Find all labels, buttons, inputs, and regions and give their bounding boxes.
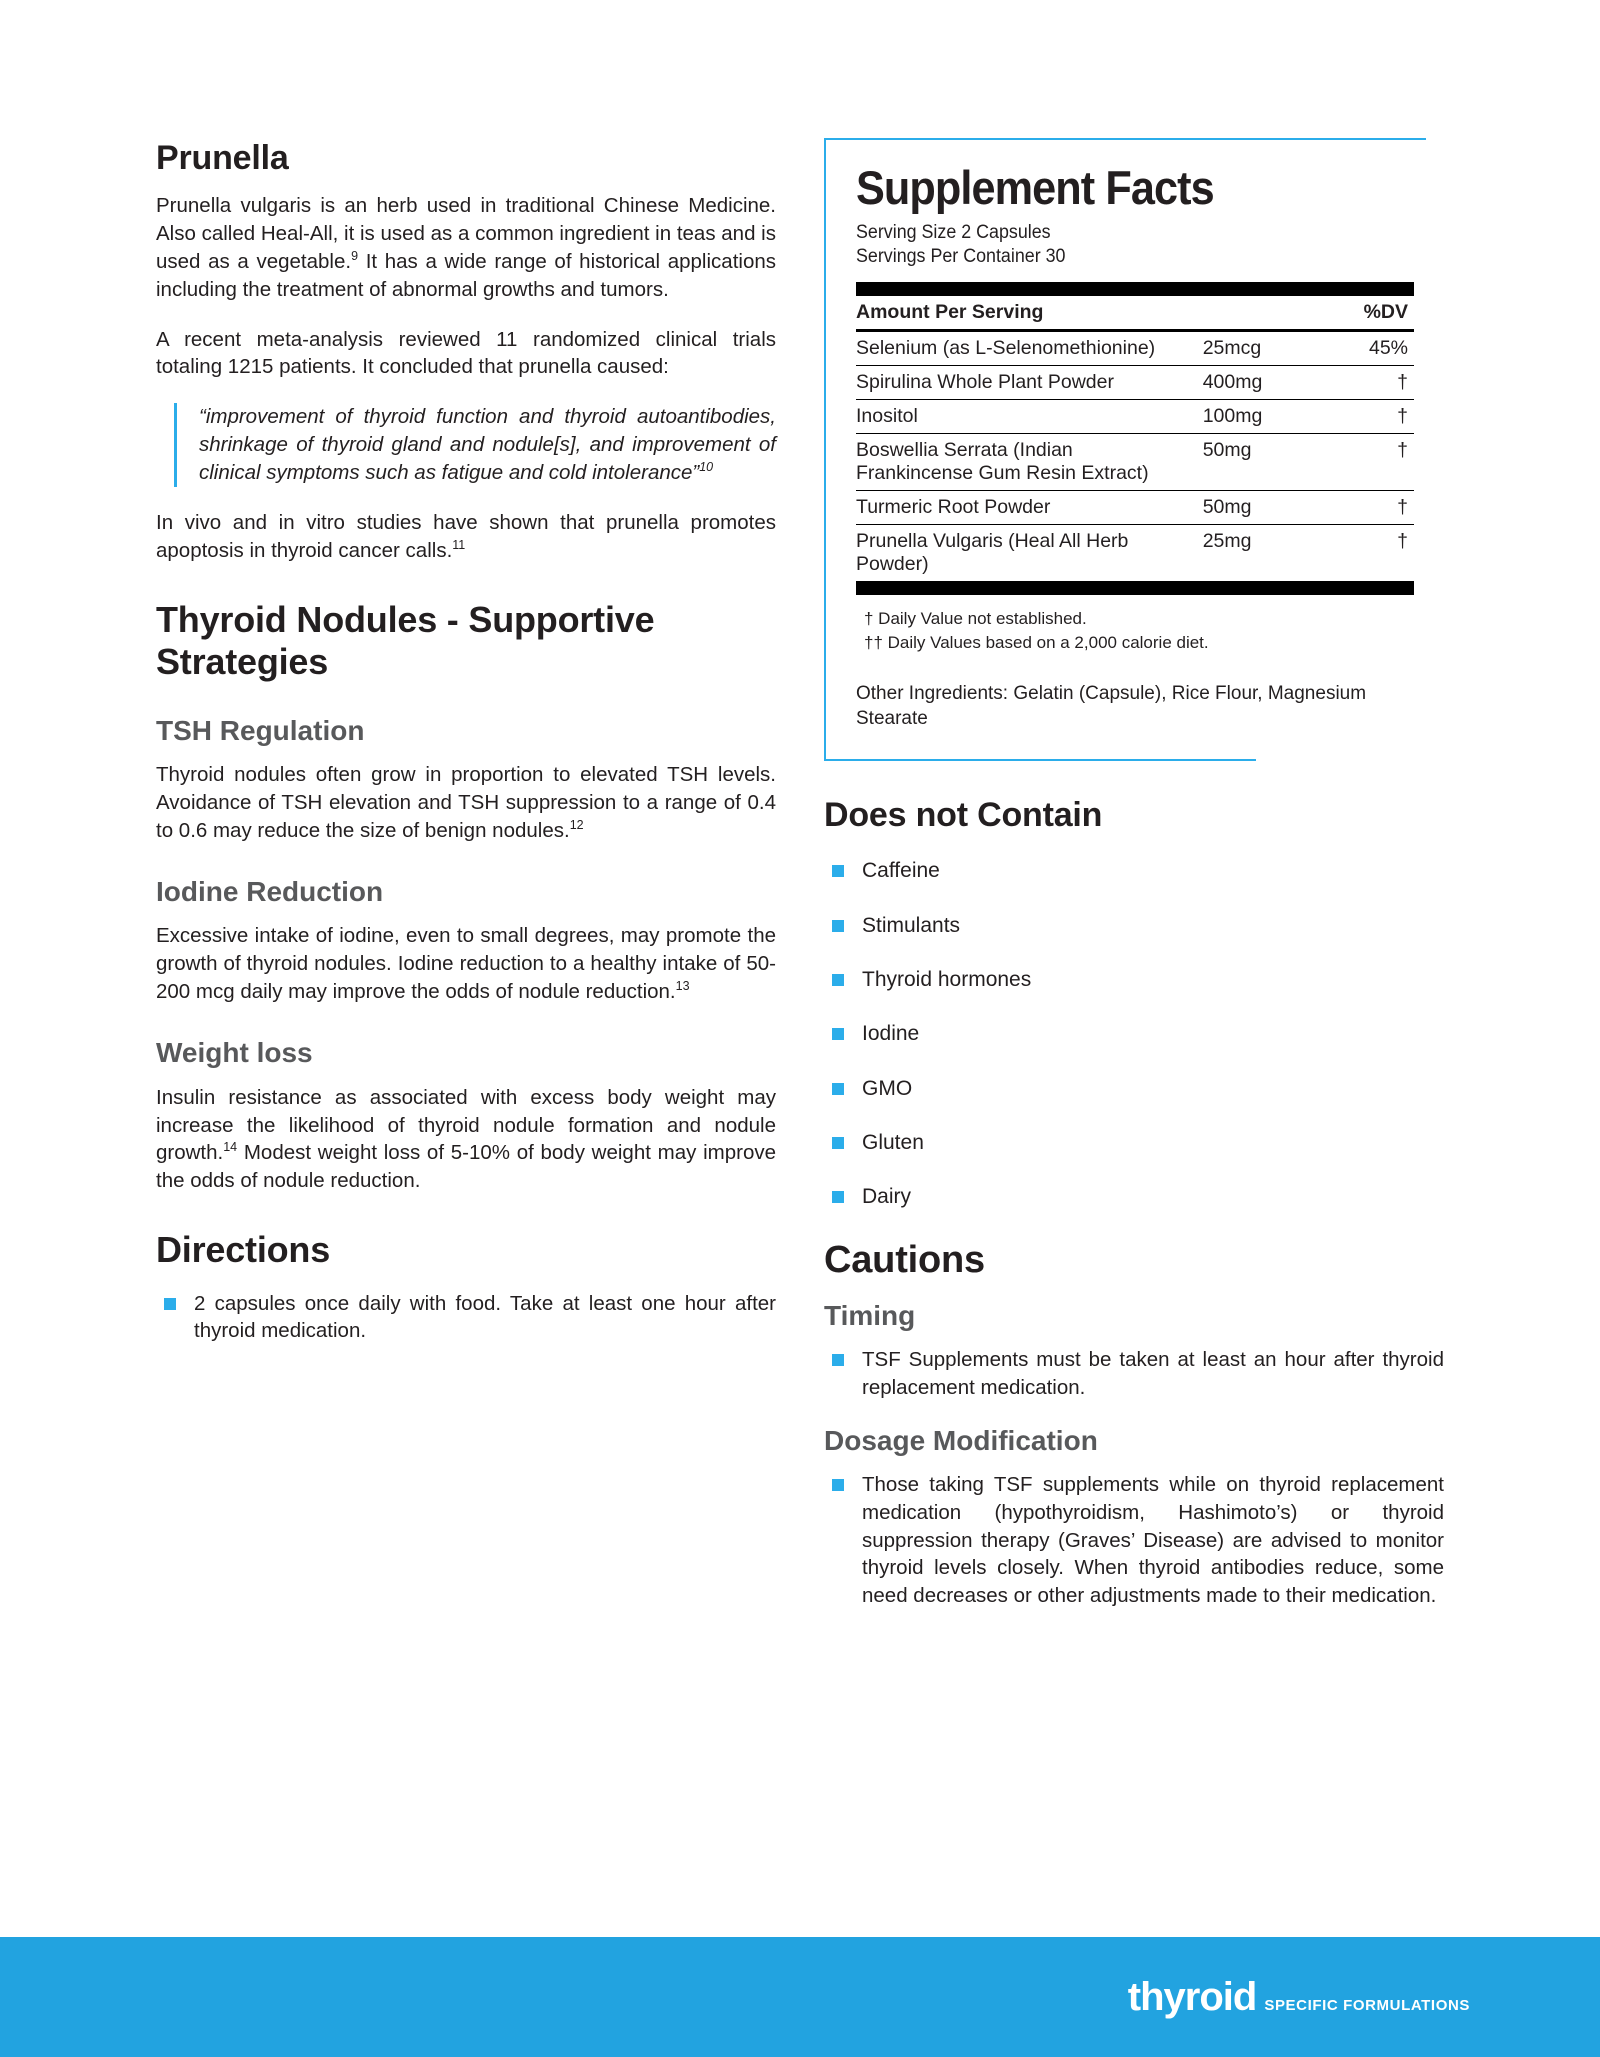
table-row (856, 330, 1414, 365)
list-item (824, 1471, 1444, 1609)
weight-loss-text: Insulin resistance as associated with excess body weight may increase the likelihood of thyroid nodule formation and nodule growth. (156, 1085, 776, 1165)
list-item-label: TSF Supplements must be taken at least an hour after thyroid replacement medication. (862, 1348, 1444, 1399)
prunella-paragraph-3-text: In vivo and in vitro studies have shown that prunella promotes apoptosis in thyroid cancer calls. (156, 510, 776, 562)
bullet-square-icon (832, 865, 844, 877)
reference-13: 13 (675, 979, 690, 994)
table-row (856, 490, 1414, 524)
bullet-square-icon (832, 1083, 844, 1095)
column-header-spacer (1203, 296, 1326, 331)
timing-list (824, 1346, 1444, 1401)
weight-loss-heading: Weight loss (156, 1037, 313, 1069)
list-item-label: Iodine (862, 1022, 920, 1046)
pull-quote-text: “improvement of thyroid function and thyroid autoantibodies, shrinkage of thyroid gland and nodule[s], and improvement of clinical symptoms such as fatigue and cold intolerance” (199, 405, 776, 485)
list-item-label: Dairy (862, 1185, 912, 1209)
ingredient-amount: 100mg (1203, 399, 1326, 433)
dosage-modification-heading: Dosage Modification (824, 1424, 1098, 1456)
ingredient-amount: 25mcg (1203, 330, 1326, 365)
bullet-square-icon (832, 1479, 844, 1491)
does-not-contain-heading: Does not Contain (824, 796, 1103, 835)
list-item (824, 912, 1444, 940)
reference-11: 11 (452, 538, 466, 553)
ingredient-dv: † (1326, 433, 1414, 490)
bullet-square-icon (832, 1137, 844, 1149)
supplement-facts-top-bar (856, 282, 1414, 296)
bullet-square-icon (832, 974, 844, 986)
column-header-dv: %DV (1326, 296, 1414, 331)
ingredient-amount: 50mg (1203, 490, 1326, 524)
bullet-square-icon (164, 1298, 176, 1310)
table-row (856, 365, 1414, 399)
right-column (824, 138, 1444, 1630)
ingredient-dv: † (1326, 365, 1414, 399)
timing-heading: Timing (824, 1299, 916, 1331)
prunella-paragraph-3 (156, 509, 776, 565)
dosage-modification-list (824, 1471, 1444, 1609)
directions-list (156, 1290, 776, 1345)
pull-quote (174, 403, 776, 487)
ingredient-amount: 400mg (1203, 365, 1326, 399)
ingredient-name: Selenium (as L-Selenomethionine) (856, 330, 1203, 365)
pull-quote-text-wrap (199, 403, 776, 487)
supplement-facts-inner (856, 138, 1414, 761)
list-item-label: Thyroid hormones (862, 968, 1032, 992)
ingredient-dv: † (1397, 529, 1408, 552)
iodine-reduction-paragraph (156, 922, 776, 1006)
supplement-facts-table (856, 296, 1414, 581)
list-item (824, 1129, 1444, 1157)
reference-12: 12 (569, 818, 584, 833)
prunella-paragraph-2: A recent meta-analysis reviewed 11 randomized clinical trials totaling 1215 patients. It concluded that prunella caused: (156, 327, 776, 379)
supplement-facts-footnotes (856, 607, 1414, 656)
prunella-paragraph-1-text: Prunella vulgaris is an herb used in traditional Chinese Medicine. Also called Heal-All, it is used as a common ingredient in teas and is used as a vegetable. (156, 194, 776, 273)
footnote-daily-value: † Daily Value not established. (864, 608, 1087, 628)
list-item-label: 2 capsules once daily with food. Take at least one hour after thyroid medication. (194, 1291, 776, 1343)
does-not-contain-list (824, 857, 1444, 1211)
supplement-facts-bottom-bar (856, 581, 1414, 595)
brand-logo (1128, 1975, 1470, 2020)
list-item (824, 1346, 1444, 1401)
list-item-label: Those taking TSF supplements while on thyroid replacement medication (hypothyroidism, Hashimoto’s) or thyroid suppression therapy (Graves’ Disease) are advised to monitor thyroid levels closely. When thyroid antibodies reduce, some need decreases or other adjustments made to their medication. (862, 1473, 1444, 1607)
prunella-heading: Prunella (156, 139, 289, 177)
ingredient-name: Turmeric Root Powder (856, 490, 1203, 524)
reference-14: 14 (223, 1140, 238, 1155)
ingredient-dv: † (1326, 399, 1414, 433)
table-row (856, 399, 1414, 433)
list-item-label: Caffeine (862, 859, 940, 883)
page-content (156, 138, 1446, 1630)
list-item (824, 1183, 1444, 1211)
weight-loss-paragraph (156, 1084, 776, 1196)
table-row (856, 524, 1414, 581)
page-footer (0, 1937, 1600, 2057)
prunella-paragraph-1-continued: It has a wide range of historical applications including the treatment of abnormal growths and tumors. (156, 249, 776, 301)
bullet-square-icon (832, 1191, 844, 1203)
servings-per-container: Servings Per Container 30 (856, 246, 1066, 268)
tsh-regulation-heading: TSH Regulation (156, 714, 365, 746)
reference-10: 10 (699, 460, 714, 475)
supplement-facts-panel (824, 138, 1444, 761)
iodine-reduction-text: Excessive intake of iodine, even to small degrees, may promote the growth of thyroid nodules. Iodine reduction to a healthy intake of 50-200 mcg daily may improve the odds of nodule reduction. (156, 924, 776, 1004)
supplement-facts-title: Supplement Facts (856, 161, 1214, 214)
list-item (824, 857, 1444, 885)
supplement-facts-serving-info (856, 221, 1381, 270)
brand-logo-word: thyroid (1127, 1975, 1257, 2019)
list-item-label: GMO (862, 1076, 913, 1100)
reference-9: 9 (351, 249, 359, 264)
tsh-regulation-text: Thyroid nodules often grow in proportion to elevated TSH levels. Avoidance of TSH elevation and TSH suppression to a range of 0.4 to 0.6 may reduce the size of benign nodules. (156, 763, 776, 843)
column-header-amount: Amount Per Serving (856, 296, 1203, 331)
ingredient-amount: 25mg (1202, 529, 1252, 552)
ingredient-name: Prunella Vulgaris (Heal All Herb Powder) (856, 529, 1129, 575)
list-item-label: Gluten (862, 1131, 924, 1155)
bullet-square-icon (832, 920, 844, 932)
ingredient-amount: 50mg (1203, 433, 1326, 490)
list-item (824, 1020, 1444, 1048)
ingredient-name: Inositol (856, 399, 1203, 433)
bullet-square-icon (832, 1028, 844, 1040)
list-item (824, 966, 1444, 994)
iodine-reduction-heading: Iodine Reduction (156, 875, 384, 907)
table-row (856, 433, 1414, 490)
thyroid-nodules-heading: Thyroid Nodules - Supportive Strategies (156, 598, 655, 683)
ingredient-name: Boswellia Serrata (Indian Frankincense Gum Resin Extract) (856, 433, 1203, 490)
ingredient-dv: 45% (1326, 330, 1414, 365)
cautions-heading: Cautions (824, 1238, 985, 1281)
table-header-row (856, 296, 1414, 331)
directions-heading: Directions (156, 1229, 331, 1271)
prunella-paragraph-1 (156, 192, 776, 304)
bullet-square-icon (832, 1354, 844, 1366)
brand-logo-tagline: SPECIFIC FORMULATIONS (1264, 1997, 1470, 2014)
tsh-regulation-paragraph (156, 761, 776, 845)
serving-size: Serving Size 2 Capsules (856, 222, 1051, 243)
list-item-label: Stimulants (862, 913, 961, 937)
left-column (156, 138, 776, 1630)
list-item (156, 1290, 776, 1345)
list-item (824, 1075, 1444, 1103)
footnote-calorie-diet: †† Daily Values based on a 2,000 calorie diet. (864, 633, 1209, 653)
other-ingredients: Other Ingredients: Gelatin (Capsule), Rice Flour, Magnesium Stearate (856, 682, 1367, 729)
ingredient-dv: † (1326, 490, 1414, 524)
weight-loss-text-continued: Modest weight loss of 5-10% of body weight may improve the odds of nodule reduction. (156, 1141, 776, 1193)
ingredient-name: Spirulina Whole Plant Powder (856, 365, 1203, 399)
